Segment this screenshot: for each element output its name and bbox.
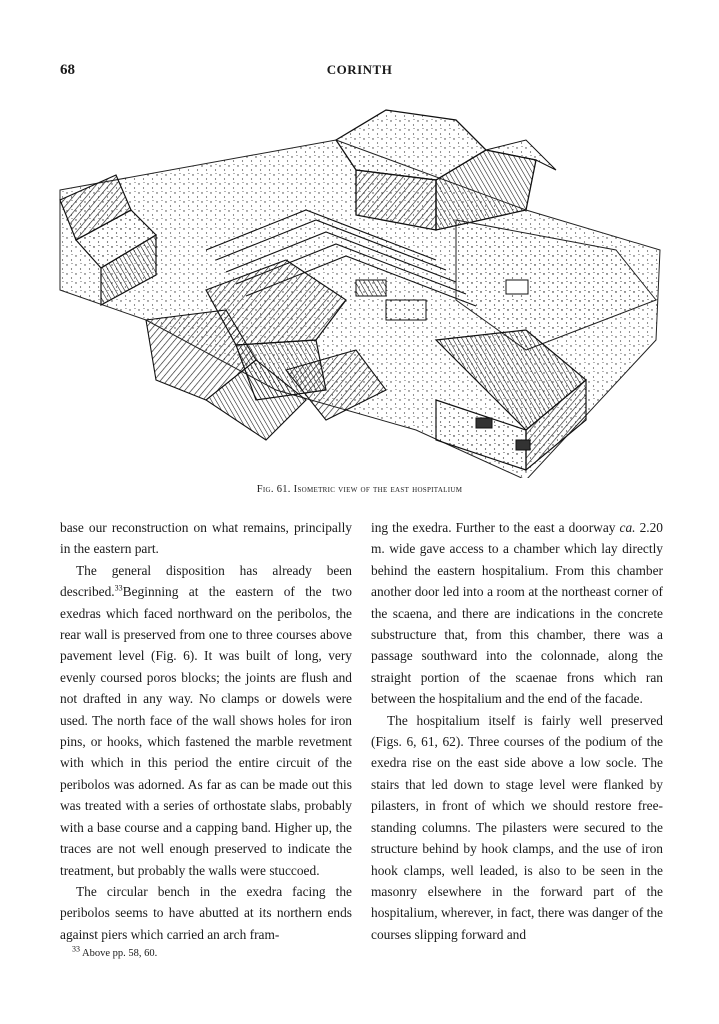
paragraph-text: The general disposition has already been described. [60, 562, 352, 600]
footnote-text: Above pp. 58, 60. [82, 948, 158, 959]
footnote-marker: 33 [72, 944, 80, 954]
page-header [0, 62, 719, 82]
footnote-reference: 33 [114, 583, 123, 593]
ruin-drawing [56, 100, 664, 478]
paragraph: The circular bench in the exedra facing the peribolos seems to have abutted at its northern ends against piers which carried an arch fram- [60, 883, 352, 942]
left-column [60, 517, 352, 945]
figure-caption: Fig. 61. Isometric view of the east hospitalium [256, 484, 463, 495]
footnote [72, 944, 158, 959]
paragraph-text: 2.20 m. wide gave access to a chamber which lay directly behind the eastern hospitalium. From this chamber another door led into a room at the northeast corner of the scaena, and there are indications in the concrete substructure that, from this chamber, there was a passage southward into the colonnade, along the straight portion of the scaenae frons which ran between the hospitalium and the end of the facade. [371, 520, 663, 707]
paragraph-text: Beginning at the eastern of the two exedras which faced northward on the peribolos, the rear wall is preserved from one to three courses above pavement level (Fig. 6). It was built of long, very evenly coursed poros blocks; the joints are flush and not drafted in any way. No clamps or dowels were used. The north face of the wall shows holes for iron pins, or hooks, which fastened the marble revetment with which in this period the entire circuit of the peribolos was adorned. As far as can be made out this was treated with a series of orthostate slabs, probably with a base course and a capping band. Higher up, the traces are not well enough preserved to indicate the treatment, but probably the walls were stuccoed. [60, 584, 352, 878]
right-column [371, 517, 663, 945]
paragraph-text: ing the exedra. Further to the east a doorway [371, 520, 616, 535]
paragraph [60, 560, 352, 881]
page-number: 68 [60, 62, 75, 78]
paragraph: The hospitalium itself is fairly well preserved (Figs. 6, 61, 62). Three courses of the podium of the exedra rise on the east side above a low socle. The stairs that led down to stage level were flanked by pilasters, in front of which we should restore free-standing columns. The pilasters were secured to the structure behind by hook clamps, and the use of iron hook clamps, well leaded, is also to be seen in the masonry elsewhere in the forward part of the hospitalium, wherever, in fact, there was danger of the courses slipping forward and [371, 712, 663, 942]
running-title: CORINTH [326, 62, 393, 77]
italic-text: ca. [619, 520, 636, 535]
paragraph: base our reconstruction on what remains, principally in the eastern part. [60, 520, 352, 557]
isometric-figure [56, 100, 664, 478]
paragraph [371, 517, 663, 710]
